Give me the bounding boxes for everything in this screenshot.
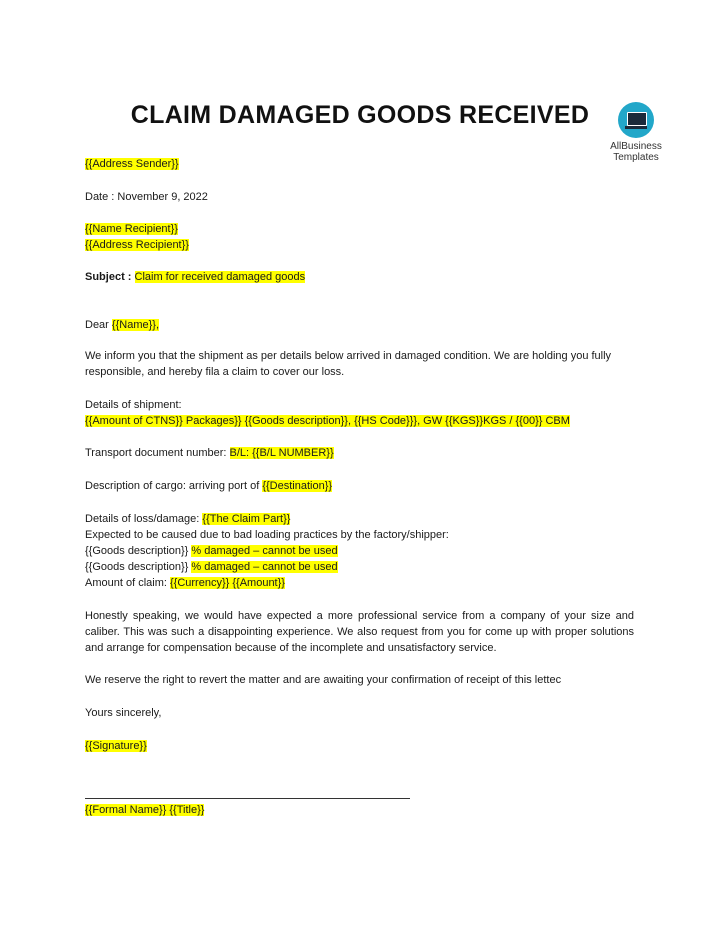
loss-line <box>85 512 290 526</box>
address-sender: {{Address Sender}} <box>85 158 179 170</box>
laptop-icon <box>618 102 654 138</box>
salutation-name: {{Name}}, <box>111 319 159 331</box>
damage-status-2: % damaged – cannot be used <box>191 561 338 573</box>
claim-label: Amount of claim: <box>85 577 167 589</box>
damage-line-1 <box>85 544 338 558</box>
page-title: CLAIM DAMAGED GOODS RECEIVED <box>130 101 590 129</box>
loss-label: Details of loss/damage: <box>85 513 200 525</box>
formal-name: {{Formal Name}} {{Title}} <box>85 804 205 816</box>
shipment-label: Details of shipment: <box>85 399 182 411</box>
damage-goods-1: {{Goods description}} <box>85 545 189 557</box>
damage-goods-2: {{Goods description}} <box>85 561 189 573</box>
cargo-line <box>85 479 332 493</box>
transport-label: Transport document number: <box>85 447 227 459</box>
cargo-label: Description of cargo: arriving port of <box>85 480 260 492</box>
signature-placeholder: {{Signature}} <box>85 740 147 752</box>
signature-line <box>85 739 147 753</box>
subject-label: Subject : <box>85 271 132 283</box>
intro-paragraph: We inform you that the shipment as per details below arrived in damaged condition. We are holding you fully responsible, and hereby fila a claim to cover our loss. <box>85 350 612 378</box>
shipment-details: {{Amount of CTNS}} Packages}} {{Goods description}}, {{HS Code}}}, GW {{KGS}}KGS / {{00}} CBM <box>85 415 570 427</box>
subject-line <box>85 270 305 284</box>
signature-rule <box>85 798 410 799</box>
loss-value: {{The Claim Part}} <box>202 513 291 525</box>
shipment-details-line <box>85 414 570 428</box>
claim-value: {{Currency}} {{Amount}} <box>169 577 285 589</box>
closing-line: Yours sincerely, <box>85 707 162 719</box>
name-recipient-line <box>85 222 178 236</box>
name-recipient: {{Name Recipient}} <box>85 223 178 235</box>
transport-value: B/L: {{B/L NUMBER}} <box>229 447 334 459</box>
date-line: Date : November 9, 2022 <box>85 191 208 203</box>
transport-line <box>85 446 334 460</box>
reserve-line: We reserve the right to revert the matter and are awaiting your confirmation of receipt of this lettec <box>85 674 562 686</box>
address-sender-line <box>85 157 179 171</box>
address-recipient: {{Address Recipient}} <box>85 239 189 251</box>
damage-line-2 <box>85 560 338 574</box>
damage-status-1: % damaged – cannot be used <box>191 545 338 557</box>
claim-line <box>85 576 285 590</box>
salutation-prefix: Dear <box>85 319 109 331</box>
expected-line: Expected to be caused due to bad loading practices by the factory/shipper: <box>85 529 449 541</box>
subject-value: Claim for received damaged goods <box>134 271 306 283</box>
logo-text-line1: AllBusiness <box>610 141 662 152</box>
formal-name-line <box>85 803 204 817</box>
cargo-destination: {{Destination}} <box>262 480 333 492</box>
logo-text-line2: Templates <box>613 152 659 163</box>
allbusiness-logo <box>604 102 668 163</box>
salutation-line <box>85 318 159 332</box>
honestly-paragraph: Honestly speaking, we would have expected a more professional service from a company of your size and caliber. This was such a disappointing experience. We also request from you for come up with proper solutions and arrange for compensation because of the incomplete and unsatisfactory service. <box>85 610 634 654</box>
address-recipient-line <box>85 238 189 252</box>
